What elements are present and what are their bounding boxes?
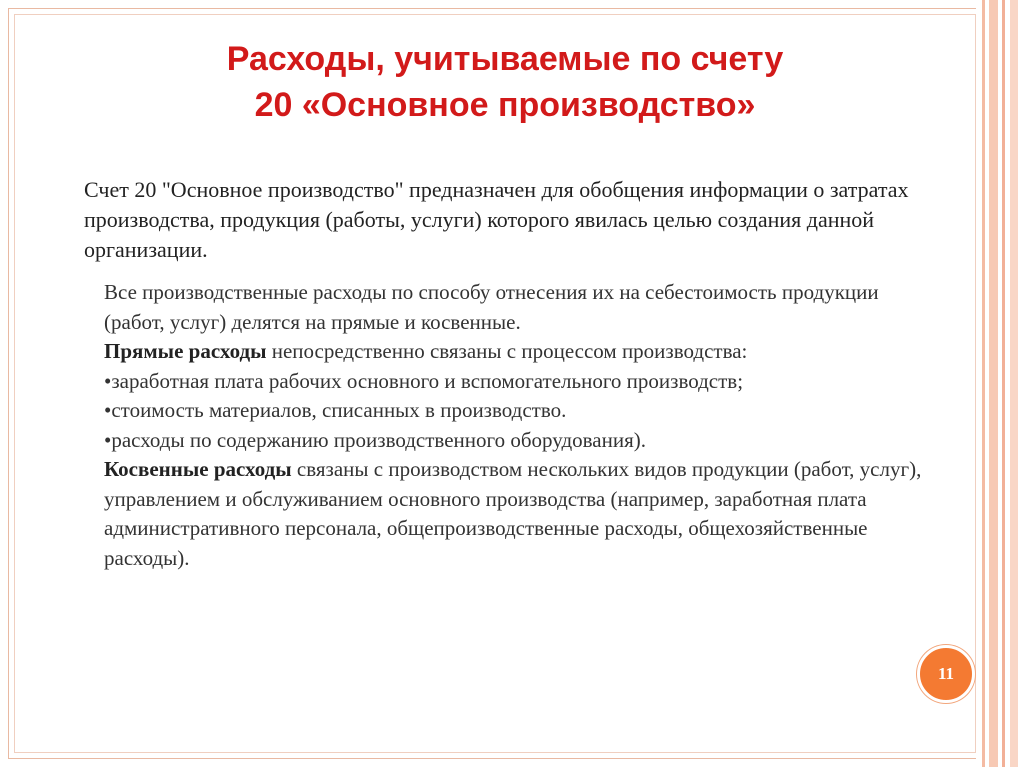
slide-title-line-1: Расходы, учитываемые по счету bbox=[226, 40, 784, 78]
indirect-expenses-term: Косвенные расходы bbox=[104, 457, 292, 481]
indirect-expenses-paragraph bbox=[104, 455, 944, 573]
direct-expenses-paragraph bbox=[104, 337, 944, 367]
direct-expenses-term: Прямые расходы bbox=[104, 339, 267, 363]
page-number-badge: 11 bbox=[917, 645, 975, 703]
direct-expenses-definition: непосредственно связаны с процессом производства: bbox=[266, 339, 748, 363]
intro-paragraph: Счет 20 "Основное производство" предназначен для обобщения информации о затратах производства, продукция (работы, услуги) которого явилась целью создания данной организации. bbox=[84, 177, 909, 262]
indirect-expenses-definition: связаны с производством нескольких видов продукции (работ, услуг), управлением и обслуживанием основного производства (например, заработная плата административного персонала, общепроизводственные расходы, общехозяйственные расходы). bbox=[104, 457, 922, 570]
bullet-item: •заработная плата рабочих основного и вспомогательного производств; bbox=[104, 368, 744, 393]
slide-title-line-2: 20 «Основное производство» bbox=[254, 86, 756, 124]
expenses-classification-paragraph: Все производственные расходы по способу отнесения их на себестоимость продукции (работ, услуг) делятся на прямые и косвенные. bbox=[104, 280, 879, 334]
decorative-stripes bbox=[976, 0, 1024, 767]
slide-title bbox=[120, 36, 890, 128]
bullet-item: •расходы по содержанию производственного оборудования). bbox=[104, 427, 646, 452]
expenses-description bbox=[104, 278, 944, 573]
bullet-item: •стоимость материалов, списанных в производство. bbox=[104, 398, 567, 422]
